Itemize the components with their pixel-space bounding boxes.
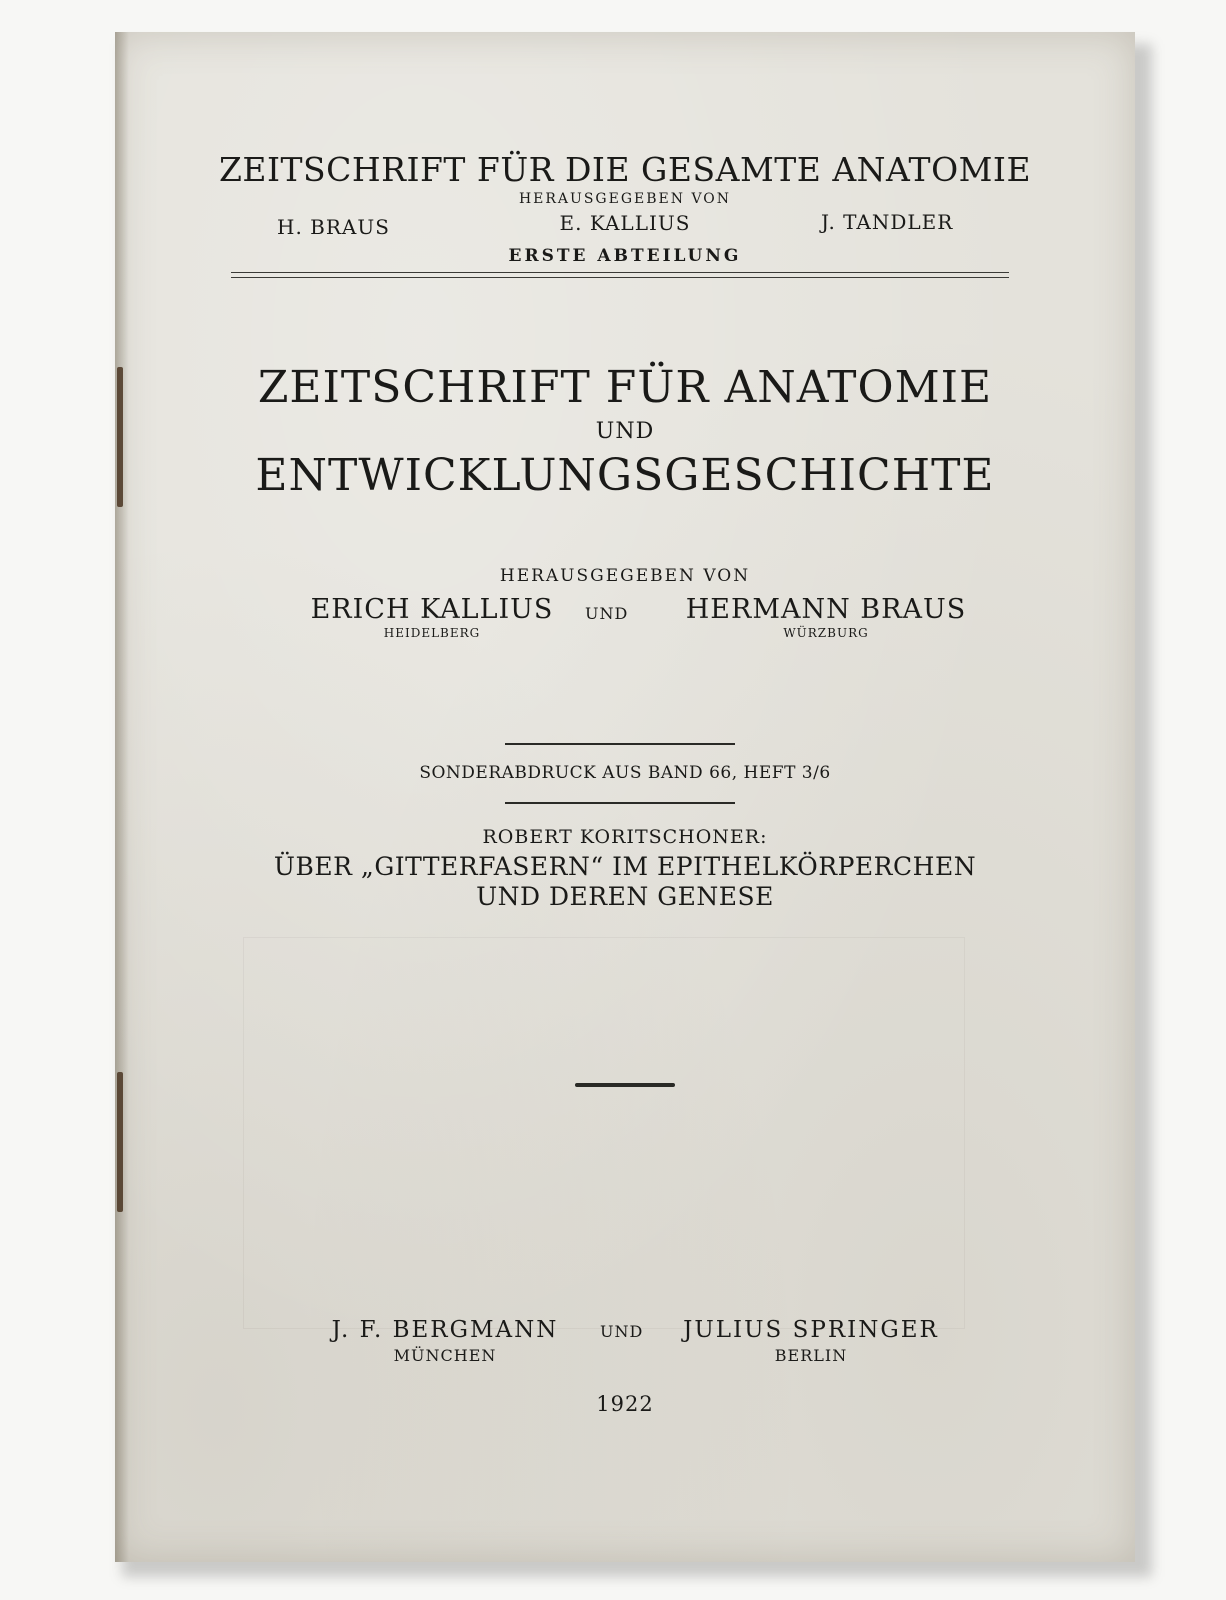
divider-rule-bottom [505, 802, 735, 804]
article-author: ROBERT KORITSCHONER: [482, 826, 768, 848]
divider-rule-top [505, 743, 735, 745]
series-journal-title: ZEITSCHRIFT FÜR DIE GESAMTE ANATOMIE [218, 150, 1032, 189]
series-editor-1: H. BRAUS [277, 215, 390, 239]
series-editor-3: J. TANDLER [821, 210, 954, 234]
booklet-cover [115, 32, 1135, 1562]
publishers-conjunction: UND [600, 1322, 644, 1341]
ornamental-dash [575, 1083, 675, 1087]
editors-conjunction: UND [585, 604, 629, 623]
article-title-line-2: UND DEREN GENESE [476, 882, 774, 911]
main-title-conjunction: UND [595, 419, 655, 444]
publisher-2-city: BERLIN [774, 1346, 848, 1365]
main-title-line-1: ZEITSCHRIFT FÜR ANATOMIE [257, 362, 993, 413]
series-editor-2: E. KALLIUS [559, 211, 691, 235]
editors-caption: HERAUSGEGEBEN VON [499, 566, 751, 586]
section-label: ERSTE ABTEILUNG [508, 246, 742, 266]
header-double-rule [231, 272, 1009, 278]
staple-mark-bottom [117, 1072, 123, 1212]
publication-year: 1922 [596, 1392, 654, 1416]
publisher-1-name: J. F. BERGMANN [331, 1317, 559, 1343]
show-through-area [243, 937, 965, 1329]
editor-1-city: HEIDELBERG [383, 626, 481, 640]
series-editors-caption: HERAUSGEGEBEN VON [518, 191, 732, 207]
publisher-springer [671, 1317, 951, 1365]
main-title-line-2: ENTWICKLUNGSGESCHICHTE [255, 450, 995, 501]
editor-1-name: ERICH KALLIUS [310, 594, 554, 625]
editor-2-city: WÜRZBURG [783, 626, 869, 640]
editor-2-name: HERMANN BRAUS [685, 594, 967, 625]
publisher-bergmann [315, 1317, 575, 1365]
article-title-line-1: ÜBER „GITTERFASERN“ IM EPITHELKÖRPERCHEN [273, 852, 977, 881]
publisher-1-city: MÜNCHEN [393, 1346, 497, 1365]
offprint-note: SONDERABDRUCK AUS BAND 66, HEFT 3/6 [419, 763, 831, 783]
editor-braus [671, 594, 981, 640]
publisher-2-name: JULIUS SPRINGER [683, 1317, 939, 1343]
editor-kallius [297, 594, 567, 640]
